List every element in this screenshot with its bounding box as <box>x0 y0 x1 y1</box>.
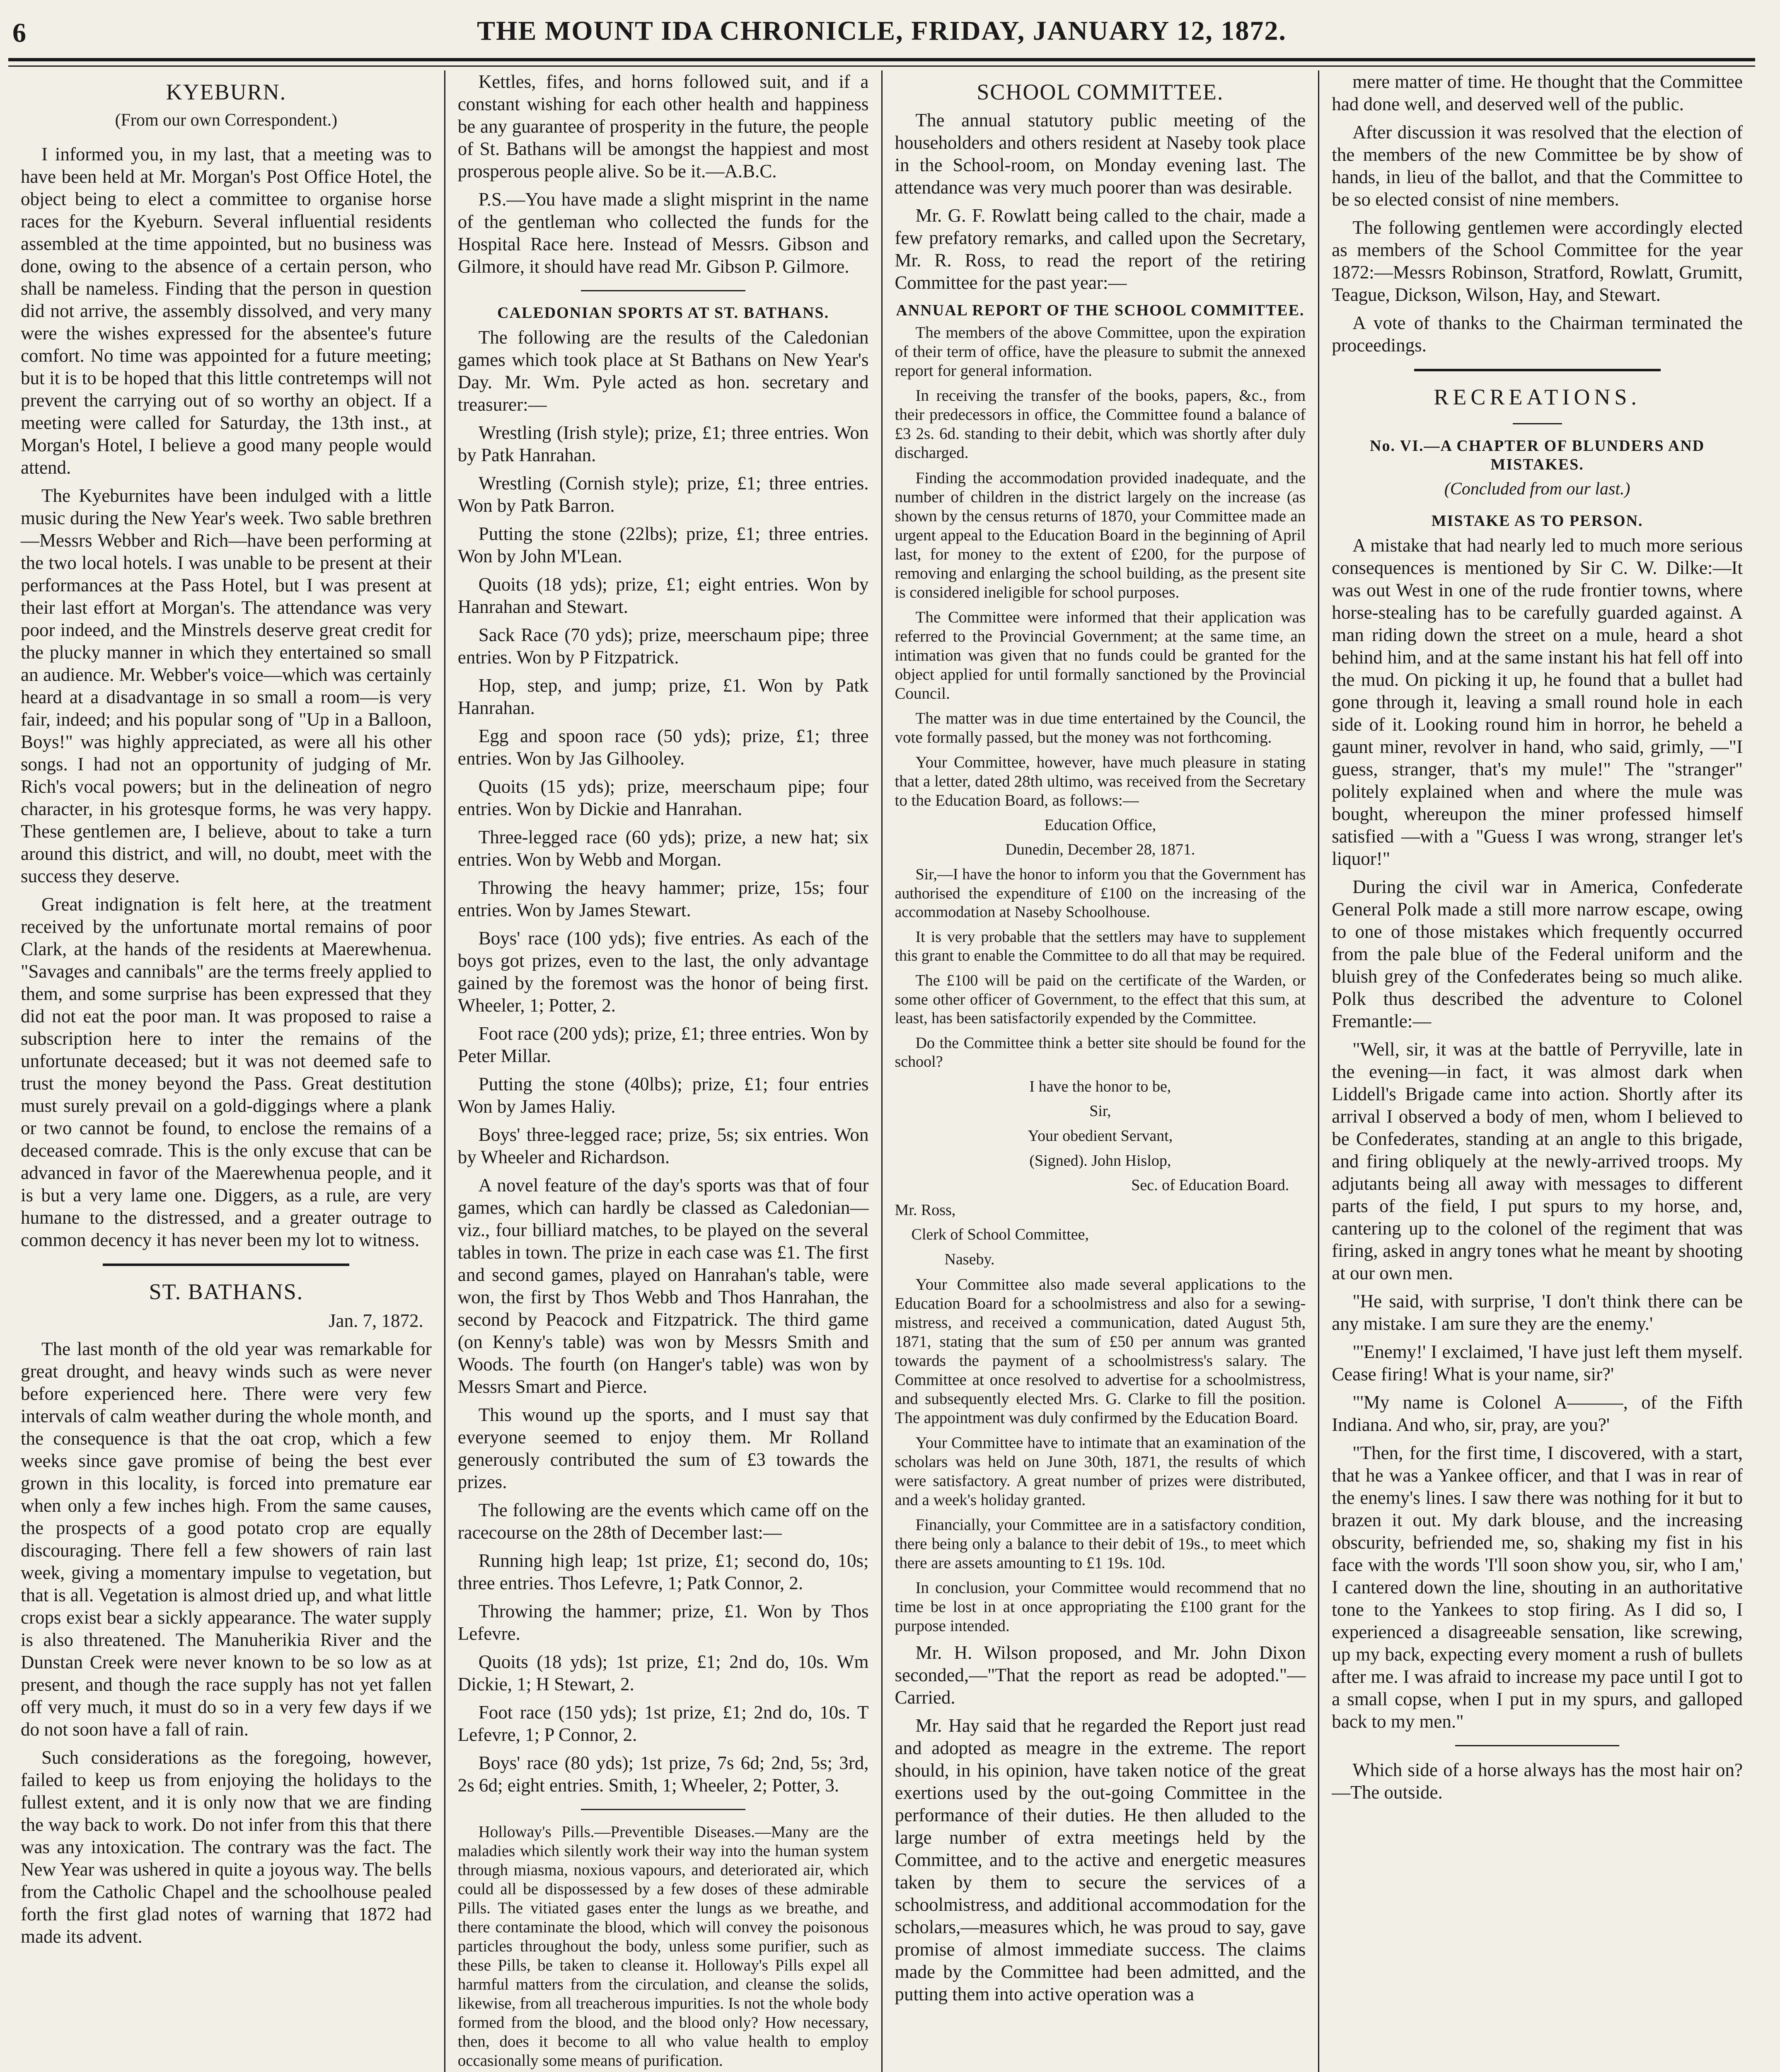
annual-report-heading: ANNUAL REPORT OF THE SCHOOL COMMITTEE. <box>896 301 1305 319</box>
report-paragraph: The members of the above Committee, upon the expiration of their term of office, have the pleasure to submit the annexed report for general information. <box>895 324 1306 380</box>
recreations-paragraph: During the civil war in America, Confederate General Polk made a still more narrow escape, owing to one of those mistakes which frequently occurred from the pale blue of the Federal uniform and the bluish grey of the Confederates being so much alike. Polk thus described the adventure to Colonel Fremantle:— <box>1332 876 1743 1031</box>
riddle: Which side of a horse always has the most hair on?—The outside. <box>1332 1759 1743 1803</box>
section-divider <box>581 290 745 291</box>
school-paragraph: Mr. G. F. Rowlatt being called to the chair, made a few prefatory remarks, and called upon the Secretary, Mr. R. Ross, to read the report of the retiring Committee for the past year:— <box>895 205 1306 293</box>
masthead-rule <box>8 58 1755 67</box>
kyeburn-subheading: (From our own Correspondent.) <box>115 110 338 130</box>
recreations-paragraph: A mistake that had nearly led to much more serious consequences is mentioned by Sir C. W. Dilke:—It was out West in one of the rude frontier towns, where horse-stealing has to be carefully guarded against. A man riding down the street on a mule, heard a shot behind him, and at the same instant his hat fell off into the mud. On picking it up, he found that a bullet had gone through it, leaving a small round hole in each side of it. Looking round him in horror, he beheld a gaunt miner, revolver in hand, who said, grimly, —"I guess, stranger, that's my mule!" The "stranger" politely explained when and where the mule was bought, whereupon the miner professed himself satisfied —with a "Guess I was wrong, stranger let's liquor!" <box>1332 535 1743 869</box>
school-paragraph: After discussion it was resolved that the election of the members of the new Committee be by show of hands, in lieu of the ballot, and that the Committee to be so elected consist of nine members. <box>1332 122 1743 210</box>
sports-result: Quoits (18 yds); 1st prize, £1; 2nd do, 10s. Wm Dickie, 1; H Stewart, 2. <box>457 1651 869 1694</box>
kyeburn-paragraph: Great indignation is felt here, at the treatment received by the unfortunate mortal remains of poor Clark, at the hands of the residents at Maerewhenua. "Savages and cannibals" are the terms freely applied to them, and some surprise has been expressed that they did not eat the poor man. It was proposed to raise a subscription here to inter the remains of the unfortunate deceased; but it was not deemed safe to trust the money beyond the Pass. Great destitution must surely prevail on a gold-diggings where a plank or two cannot be found, to enclose the remains of a deceased comrade. This is the only excuse that can be advanced in favor of the Maerewhenua people, and it is but a very lame one. Diggers, as a rule, are very humane to the distressed, and a greater outrage to common decency it has never been my lot to witness. <box>21 894 432 1251</box>
report-paragraph: Finding the accommodation provided inadequate, and the number of children in the district largely on the increase (as shown by the census returns of 1870, your Committee made an urgent appeal to the Education Board in the beginning of April last, for money to the extent of £200, for the purpose of removing and enlarging the school building, as the present site is considered ineligible for school purposes. <box>895 469 1306 601</box>
recreations-subheading: No. VI.—A CHAPTER OF BLUNDERS AND MISTAKES. <box>1370 437 1705 474</box>
sports-result: Putting the stone (22lbs); prize, £1; three entries. Won by John M'Lean. <box>457 523 869 566</box>
recreations-paragraph: "Then, for the first time, I discovered, with a start, that he was a Yankee officer, and that I was in rear of the enemy's lines. I saw there was nothing for it but to brazen it out. My dark blouse, and the increasing obscurity, befriended me, so, shaking my fist in his face with the words 'I'll soon show you, sir, who I am,' I cantered down the line, shouting in an authoritative tone to the Yankees to stop firing. As I did so, I experienced a disagreeable sensation, like screwing, up my back, expecting every moment a rush of bullets after me. I was afraid to increase my pace until I got to a small copse, when I put in my spurs, and galloped back to my men." <box>1332 1442 1743 1732</box>
kyeburn-paragraph: The Kyeburnites have been indulged with a little music during the New Year's week. Two sable brethren—Messrs Webber and Rich—have been performing at the two local hotels. I was unable to be present at their performances at the Pass Hotel, but I was present at their last effort at Morgan's. The attendance was very poor indeed, and the Minstrels deserve great credit for the plucky manner in which they entertained so small an audience. Mr. Webber's voice—which was certainly heard at a disadvantage in so small a room—is very fair, indeed; and his popular song of "Up in a Balloon, Boys!" was highly appreciated, as were all his other songs. I had not an opportunity of judging of Mr. Rich's vocal powers; but in the delineation of negro character, in his grotesque forms, he was very happy. These gentlemen are, I believe, about to take a turn around this district, and will, no doubt, meet with the success they deserve. <box>21 485 432 887</box>
school-paragraph: Mr. Hay said that he regarded the Report just read and adopted as meagre in the extreme. The report should, in his opinion, have taken notice of the great exertions used by the out-going Committee in the performance of their duties. He then alluded to the large number of extra meetings held by the Committee, and to the active and energetic measures taken by them to secure the services of a schoolmistress, and additional accommodation for the scholars,—measures which, he was proud to say, gave promise of almost immediate success. The claims made by the Committee had been admitted, and the putting them into active operation was a <box>895 1715 1306 2004</box>
holloway-advertisement: Holloway's Pills.—Preventible Diseases.—Many are the maladies which silently work their way into the human system through miasma, noxious vapours, and deteriorated air, which could all be dispossessed by a few doses of these admirable Pills. The vitiated gases enter the lungs as we breathe, and there contaminate the blood, which will convey the poisonous particles throughout the body, unless some purifier, such as these Pills, be taken to cleanse it. Holloway's Pills expel all harmful matters from the circulation, and cleanse the solids, likewise, from all treacherous impurities. Is not the whole body formed from the blood, and the blood only? How necessary, then, does it become to all who value health to employ occasionally some means of purification. <box>457 1823 869 2070</box>
caledonian-sports-heading: CALEDONIAN SPORTS AT ST. BATHANS. <box>497 304 830 322</box>
letter-paragraph: Do the Committee think a better site should be found for the school? <box>895 1034 1306 1071</box>
sports-result: Throwing the hammer; prize, £1. Won by Thos Lefevre. <box>457 1600 869 1644</box>
school-paragraph: mere matter of time. He thought that the Committee had done well, and deserved well of the public. <box>1332 71 1743 114</box>
sports-result: Boys' race (80 yds); 1st prize, 7s 6d; 2nd, 5s; 3rd, 2s 6d; eight entries. Smith, 1; Wheeler, 2; Potter, 3. <box>457 1752 869 1796</box>
column-3 <box>881 70 1318 2072</box>
letter-office: Education Office, <box>1044 816 1156 834</box>
report-paragraph: In conclusion, your Committee would recommend that no time be lost in at once appropriating the £100 grant for the purpose intended. <box>895 1578 1306 1635</box>
column-2 <box>444 70 881 2072</box>
section-divider <box>581 1809 745 1810</box>
mistake-heading: MISTAKE AS TO PERSON. <box>1431 512 1643 530</box>
sports-result: Foot race (150 yds); 1st prize, £1; 2nd do, 10s. T Lefevre, 1; P Connor, 2. <box>457 1702 869 1745</box>
recreations-continued-note: (Concluded from our last.) <box>1444 479 1630 499</box>
letter-addressee: Mr. Ross, <box>895 1201 956 1219</box>
sports-paragraph: The following are the results of the Caledonian games which took place at St Bathans on New Year's Day. Mr. Wm. Pyle acted as hon. secretary and treasurer:— <box>457 327 869 415</box>
recreations-paragraph: "'My name is Colonel A———, of the Fifth Indiana. And who, sir, pray, are you?' <box>1332 1392 1743 1435</box>
school-committee-heading: SCHOOL COMMITTEE. <box>977 80 1224 104</box>
sports-result: Foot race (200 yds); prize, £1; three entries. Won by Peter Millar. <box>457 1023 869 1066</box>
report-paragraph: In receiving the transfer of the books, papers, &c., from their predecessors in office, the Committee found a balance of £3 2s. 6d. standing to their debit, which was shortly after duly discharged. <box>895 387 1306 462</box>
report-paragraph: The Committee were informed that their application was referred to the Provincial Government; at the same time, an intimation was given that no funds could be granted for the object applied for until formally sanctioned by the Provincial Council. <box>895 608 1306 702</box>
school-paragraph: Mr. H. Wilson proposed, and Mr. John Dixon seconded,—"That the report as read be adopted."—Carried. <box>895 1642 1306 1708</box>
report-paragraph: Financially, your Committee are in a satisfactory condition, there being only a balance to their debit of 19s., to meet which there are assets amounting to £1 19s. 10d. <box>895 1515 1306 1572</box>
masthead <box>8 8 1755 54</box>
column-1 <box>8 70 444 2072</box>
sports-result: Three-legged race (60 yds); prize, a new hat; six entries. Won by Webb and Morgan. <box>457 826 869 870</box>
section-divider <box>103 1264 349 1266</box>
report-paragraph: The matter was in due time entertained by the Council, the vote formally passed, but the money was not forthcoming. <box>895 709 1306 746</box>
page-number: 6 <box>12 18 27 48</box>
kyeburn-paragraph: I informed you, in my last, that a meeting was to have been held at Mr. Morgan's Post Office Hotel, the object being to elect a committee to organise horse races for the Kyeburn. Several influential residents assembled at the time appointed, but no business was done, owing to the absence of a certain person, who shall be nameless. Finding that the person in question did not arrive, the assembly dissolved, and very many were the wishes expressed for the absentee's future comfort. No time was appointed for a future meeting; but it is to be hoped that this little contretemps will not prevent the carrying out of so worthy an object. If a meeting were called for Saturday, the 13th inst., at Morgan's Hotel, I believe a good many people would attend. <box>21 144 432 478</box>
report-paragraph: Your Committee have to intimate that an examination of the scholars was held on June 30th, 1871, the results of which were satisfactory. A great number of prizes were distributed, and a week's holiday granted. <box>895 1433 1306 1509</box>
sports-result: Quoits (18 yds); prize, £1; eight entries. Won by Hanrahan and Stewart. <box>457 574 869 617</box>
letter-date: Dunedin, December 28, 1871. <box>1005 841 1195 859</box>
recreations-heading: RECREATIONS. <box>1434 385 1641 409</box>
letter-paragraph: Sir,—I have the honor to inform you that the Government has authorised the expenditure of £100 on the increasing of the accommodation at Naseby Schoolhouse. <box>895 865 1306 921</box>
newspaper-title: THE MOUNT IDA CHRONICLE, FRIDAY, JANUARY 12, 1872. <box>477 16 1287 46</box>
sports-result: Wrestling (Irish style); prize, £1; three entries. Won by Patk Hanrahan. <box>457 422 869 465</box>
column-4 <box>1318 70 1755 2072</box>
letter-addressee: Naseby. <box>944 1251 995 1268</box>
article-paragraph: P.S.—You have made a slight misprint in the name of the gentleman who collected the funds for the Hospital Race here. Instead of Messrs. Gibson and Gilmore, it should have read Mr. Gibson P. Gilmore. <box>457 189 869 277</box>
recreations-paragraph: "Well, sir, it was at the battle of Perryville, late in the evening—in fact, it was almost dark when Liddell's Brigade came into action. Shortly after its arrival I observed a body of men, whom I believed to be Confederates, standing at an angle to this brigade, and firing obliquely at the newly-arrived troops. My adjutants being all away with messages to different parts of the field, I put spurs to my horse, and, cantering up to the colonel of the regiment that was firing, asked in angry tones what he meant by shooting at our own men. <box>1332 1038 1743 1283</box>
section-divider <box>1414 369 1661 371</box>
kyeburn-heading: KYEBURN. <box>166 80 287 104</box>
sports-result: Sack Race (70 yds); prize, meerschaum pipe; three entries. Won by P Fitzpatrick. <box>457 624 869 668</box>
school-paragraph: The annual statutory public meeting of the householders and others resident at Naseby took place in the School-room, on Monday evening last. The attendance was very much poorer than was desirable. <box>895 109 1306 198</box>
report-paragraph: Your Committee also made several applications to the Education Board for a schoolmistress and also for a sewing-mistress, and received a communication, dated August 5th, 1871, stating that the sum of £50 per annum was granted towards the payment of a schoolmistress's salary. The Committee at once resolved to advertise for a schoolmistress, and subsequently elected Mrs. G. Clarke to fill the position. The appointment was duly confirmed by the Education Board. <box>895 1275 1306 1427</box>
section-divider <box>1513 423 1562 424</box>
letter-paragraph: The £100 will be paid on the certificate of the Warden, or some other officer of Government, to the effect that this sum, at least, has been satisfactorily expended by the Committee. <box>895 971 1306 1027</box>
letter-paragraph: It is very probable that the settlers may have to supplement this grant to enable the Committee to do all that may be required. <box>895 928 1306 965</box>
school-paragraph: A vote of thanks to the Chairman terminated the proceedings. <box>1332 312 1743 356</box>
section-divider <box>1455 1745 1620 1746</box>
st-bathans-date: Jan. 7, 1872. <box>329 1310 423 1331</box>
recreations-paragraph: "He said, with surprise, 'I don't think there can be any mistake. I am sure they are the enemy.' <box>1332 1290 1743 1334</box>
sports-result: Boys' three-legged race; prize, 5s; six entries. Won by Wheeler and Richardson. <box>457 1124 869 1167</box>
sports-paragraph: A novel feature of the day's sports was that of four games, which can hardly be classed as Caledonian—viz., four billiard matches, to be played on the several tables in town. The prize in each case was £1. The first and second games, played on Hanrahan's table, were won, the first by Thos Webb and Thos Hanrahan, the second by Peacock and Fitzpatrick. The third game (on Kenny's table) was won by Messrs Smith and Woods. The fourth (on Hanger's table) was won by Messrs Smart and Pierce. <box>457 1174 869 1397</box>
education-board-letter <box>895 816 1306 1269</box>
letter-closing: Sir, <box>1089 1102 1111 1120</box>
columns <box>8 70 1755 2072</box>
sports-result: Running high leap; 1st prize, £1; second do, 10s; three entries. Thos Lefevre, 1; Patk Connor, 2. <box>457 1550 869 1593</box>
sports-result: Throwing the heavy hammer; prize, 15s; four entries. Won by James Stewart. <box>457 877 869 920</box>
sports-result: Egg and spoon race (50 yds); prize, £1; three entries. Won by Jas Gilhooley. <box>457 725 869 769</box>
sports-result: Putting the stone (40lbs); prize, £1; four entries Won by James Haliy. <box>457 1073 869 1117</box>
sports-result: Quoits (15 yds); prize, meerschaum pipe; four entries. Won by Dickie and Hanrahan. <box>457 776 869 819</box>
school-paragraph: The following gentlemen were accordingly elected as members of the School Committee for the year 1872:—Messrs Robinson, Stratford, Rowlatt, Grumitt, Teague, Dickson, Wilson, Hay, and Stewart. <box>1332 217 1743 305</box>
letter-signature: (Signed). John Hislop, <box>1029 1152 1171 1169</box>
sports-paragraph: This wound up the sports, and I must say that everyone seemed to enjoy them. Mr Rolland generously contributed the sum of £3 towards the prizes. <box>457 1404 869 1492</box>
sports-result: Boys' race (100 yds); five entries. As each of the boys got prizes, even to the last, the only advantage gained by the foremost was the honor of being first. Wheeler, 1; Potter, 2. <box>457 927 869 1016</box>
sports-result: Wrestling (Cornish style); prize, £1; three entries. Won by Patk Barron. <box>457 472 869 516</box>
letter-closing: Your obedient Servant, <box>1028 1127 1173 1145</box>
st-bathans-paragraph: Such considerations as the foregoing, however, failed to keep us from enjoying the holidays to the fullest extent, and it is only now that we are finding the way back to work. Do not infer from this that there was any intoxication. The contrary was the fact. The New Year was ushered in quite a joyous way. The bells from the Catholic Chapel and the schoolhouse pealed forth the first glad notes of warning that 1872 had made its advent. <box>21 1747 432 1947</box>
letter-closing: I have the honor to be, <box>1029 1077 1171 1095</box>
letter-signature-title: Sec. of Education Board. <box>1131 1176 1289 1194</box>
report-paragraph: Your Committee, however, have much pleasure in stating that a letter, dated 28th ultimo, was received from the Secretary to the Education Board, as follows:— <box>895 753 1306 809</box>
letter-addressee: Clerk of School Committee, <box>911 1226 1089 1244</box>
sports-paragraph: The following are the events which came off on the racecourse on the 28th of December last:— <box>457 1499 869 1543</box>
recreations-paragraph: "'Enemy!' I exclaimed, 'I have just left them myself. Cease firing! What is your name, sir?' <box>1332 1341 1743 1385</box>
sports-result: Hop, step, and jump; prize, £1. Won by Patk Hanrahan. <box>457 675 869 718</box>
st-bathans-heading: ST. BATHANS. <box>149 1279 304 1305</box>
article-paragraph: Kettles, fifes, and horns followed suit, and if a constant wishing for each other health and happiness be any guarantee of prosperity in the future, the people of St. Bathans will be amongst the happiest and most prosperous people alive. So be it.—A.B.C. <box>457 71 869 182</box>
st-bathans-paragraph: The last month of the old year was remarkable for great drought, and heavy winds such as were never before experienced here. There were very few intervals of calm weather during the whole month, and the consequence is that the oat crop, which a few weeks since gave promise of being the best ever grown in this locality, is forced into premature ear when only a few inches high. From the same causes, the prospects of a good potato crop are equally discouraging. There fell a few showers of rain last week, giving a momentary impulse to vegetation, but that is all. Vegetation is almost dried up, and what little crops exist bear a sickly appearance. The water supply is also threatened. The Manuherikia River and the Dunstan Creek were never known to be so low as at present, and though the race supply has not yet fallen off very much, it must do so in a very few days if we do not soon have a fall of rain. <box>21 1338 432 1740</box>
